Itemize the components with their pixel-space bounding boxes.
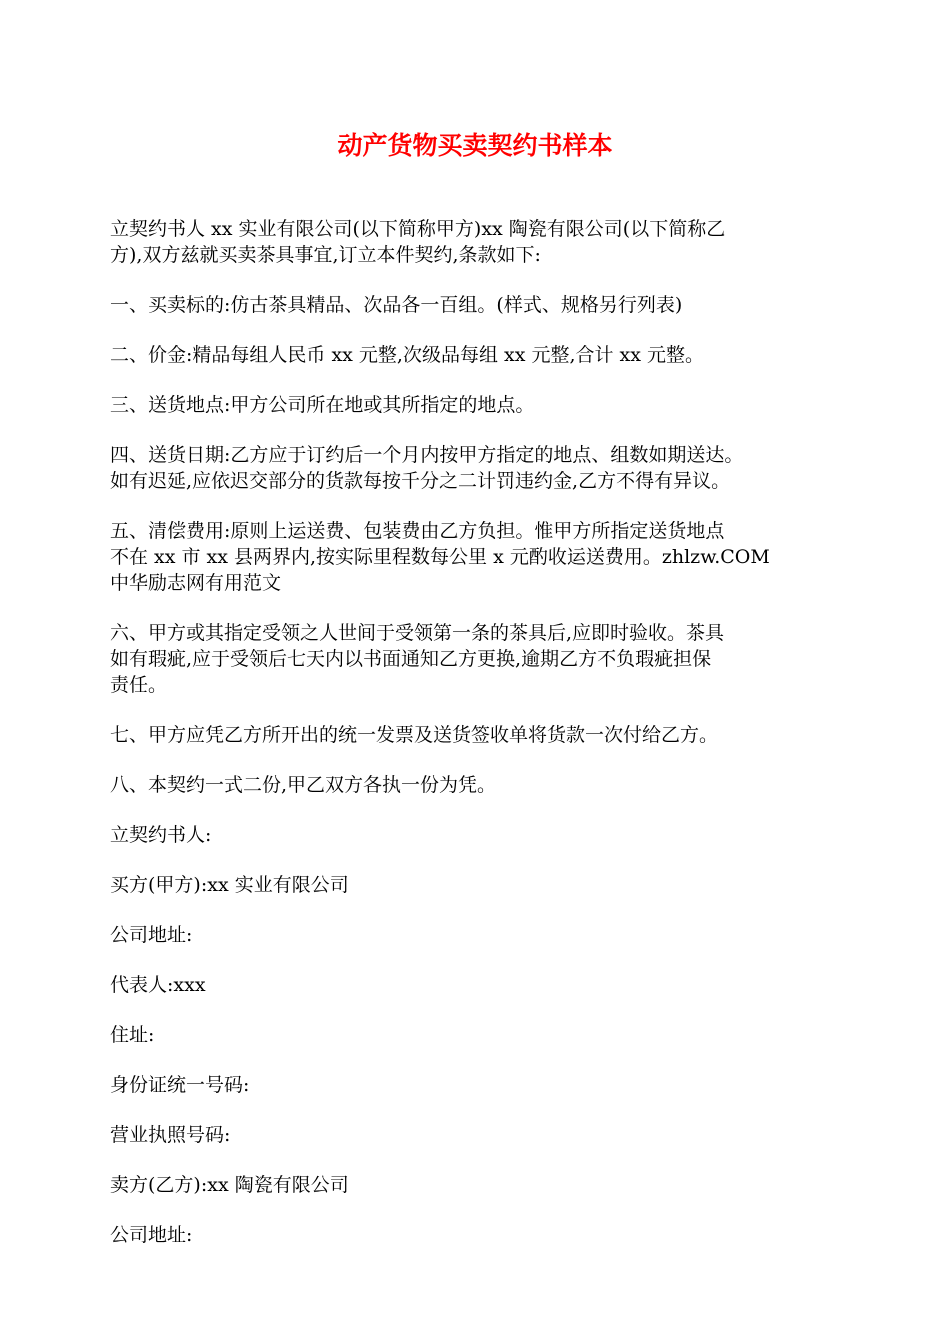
paragraph xyxy=(110,1122,845,1148)
document-body xyxy=(110,216,845,1272)
paragraph xyxy=(110,922,845,948)
paragraph-line: 公司地址: xyxy=(110,924,193,946)
paragraph-line: 八、本契约一式二份,甲乙双方各执一份为凭。 xyxy=(110,774,497,796)
paragraph-line: 如有瑕疵,应于受领后七天内以书面通知乙方更换,逾期乙方不负瑕疵担保 xyxy=(110,648,712,670)
paragraph-line: 三、送货地点:甲方公司所在地或其所指定的地点。 xyxy=(110,394,535,416)
paragraph-line: 如有迟延,应依迟交部分的货款每按千分之二计罚违约金,乙方不得有异议。 xyxy=(110,470,731,492)
paragraph xyxy=(110,1022,845,1048)
paragraph xyxy=(110,972,845,998)
paragraph-line: 七、甲方应凭乙方所开出的统一发票及送货签收单将货款一次付给乙方。 xyxy=(110,724,719,746)
paragraph-line: 公司地址: xyxy=(110,1224,193,1246)
paragraph-line: 五、清偿费用:原则上运送费、包装费由乙方负担。惟甲方所指定送货地点 xyxy=(110,520,725,542)
document-title: 动产货物买卖契约书样本 xyxy=(337,131,613,160)
paragraph-line: 立契约书人: xyxy=(110,824,212,846)
paragraph xyxy=(110,292,845,318)
paragraph xyxy=(110,822,845,848)
paragraph-line: 二、价金:精品每组人民币 xx 元整,次级品每组 xx 元整,合计 xx 元整。 xyxy=(110,344,705,366)
paragraph xyxy=(110,772,845,798)
paragraph-line: 不在 xx 市 xx 县两界内,按实际里程数每公里 x 元酌收运送费用。zhlzw.COM xyxy=(110,546,770,568)
paragraph xyxy=(110,1222,845,1248)
paragraph xyxy=(110,1172,845,1198)
paragraph xyxy=(110,392,845,418)
paragraph xyxy=(110,442,845,494)
paragraph-line: 卖方(乙方):xx 陶瓷有限公司 xyxy=(110,1174,349,1196)
paragraph xyxy=(110,722,845,748)
paragraph-line: 立契约书人 xx 实业有限公司(以下简称甲方)xx 陶瓷有限公司(以下简称乙 xyxy=(110,218,726,240)
paragraph xyxy=(110,216,845,268)
paragraph-line: 住址: xyxy=(110,1024,155,1046)
paragraph xyxy=(110,342,845,368)
paragraph xyxy=(110,518,845,596)
paragraph-line: 一、买卖标的:仿古茶具精品、次品各一百组。(样式、规格另行列表) xyxy=(110,294,683,316)
paragraph xyxy=(110,872,845,898)
paragraph-line: 四、送货日期:乙方应于订约后一个月内按甲方指定的地点、组数如期送达。 xyxy=(110,444,744,466)
paragraph-line: 代表人:xxx xyxy=(110,974,206,996)
paragraph-line: 买方(甲方):xx 实业有限公司 xyxy=(110,874,349,896)
paragraph xyxy=(110,620,845,698)
paragraph-line: 方),双方兹就买卖茶具事宜,订立本件契约,条款如下: xyxy=(110,244,541,266)
paragraph-line: 身份证统一号码: xyxy=(110,1074,250,1096)
paragraph-line: 中华励志网有用范文 xyxy=(110,572,282,594)
paragraph xyxy=(110,1072,845,1098)
paragraph-line: 责任。 xyxy=(110,674,168,696)
paragraph-line: 营业执照号码: xyxy=(110,1124,231,1146)
paragraph-line: 六、甲方或其指定受领之人世间于受领第一条的茶具后,应即时验收。茶具 xyxy=(110,622,725,644)
